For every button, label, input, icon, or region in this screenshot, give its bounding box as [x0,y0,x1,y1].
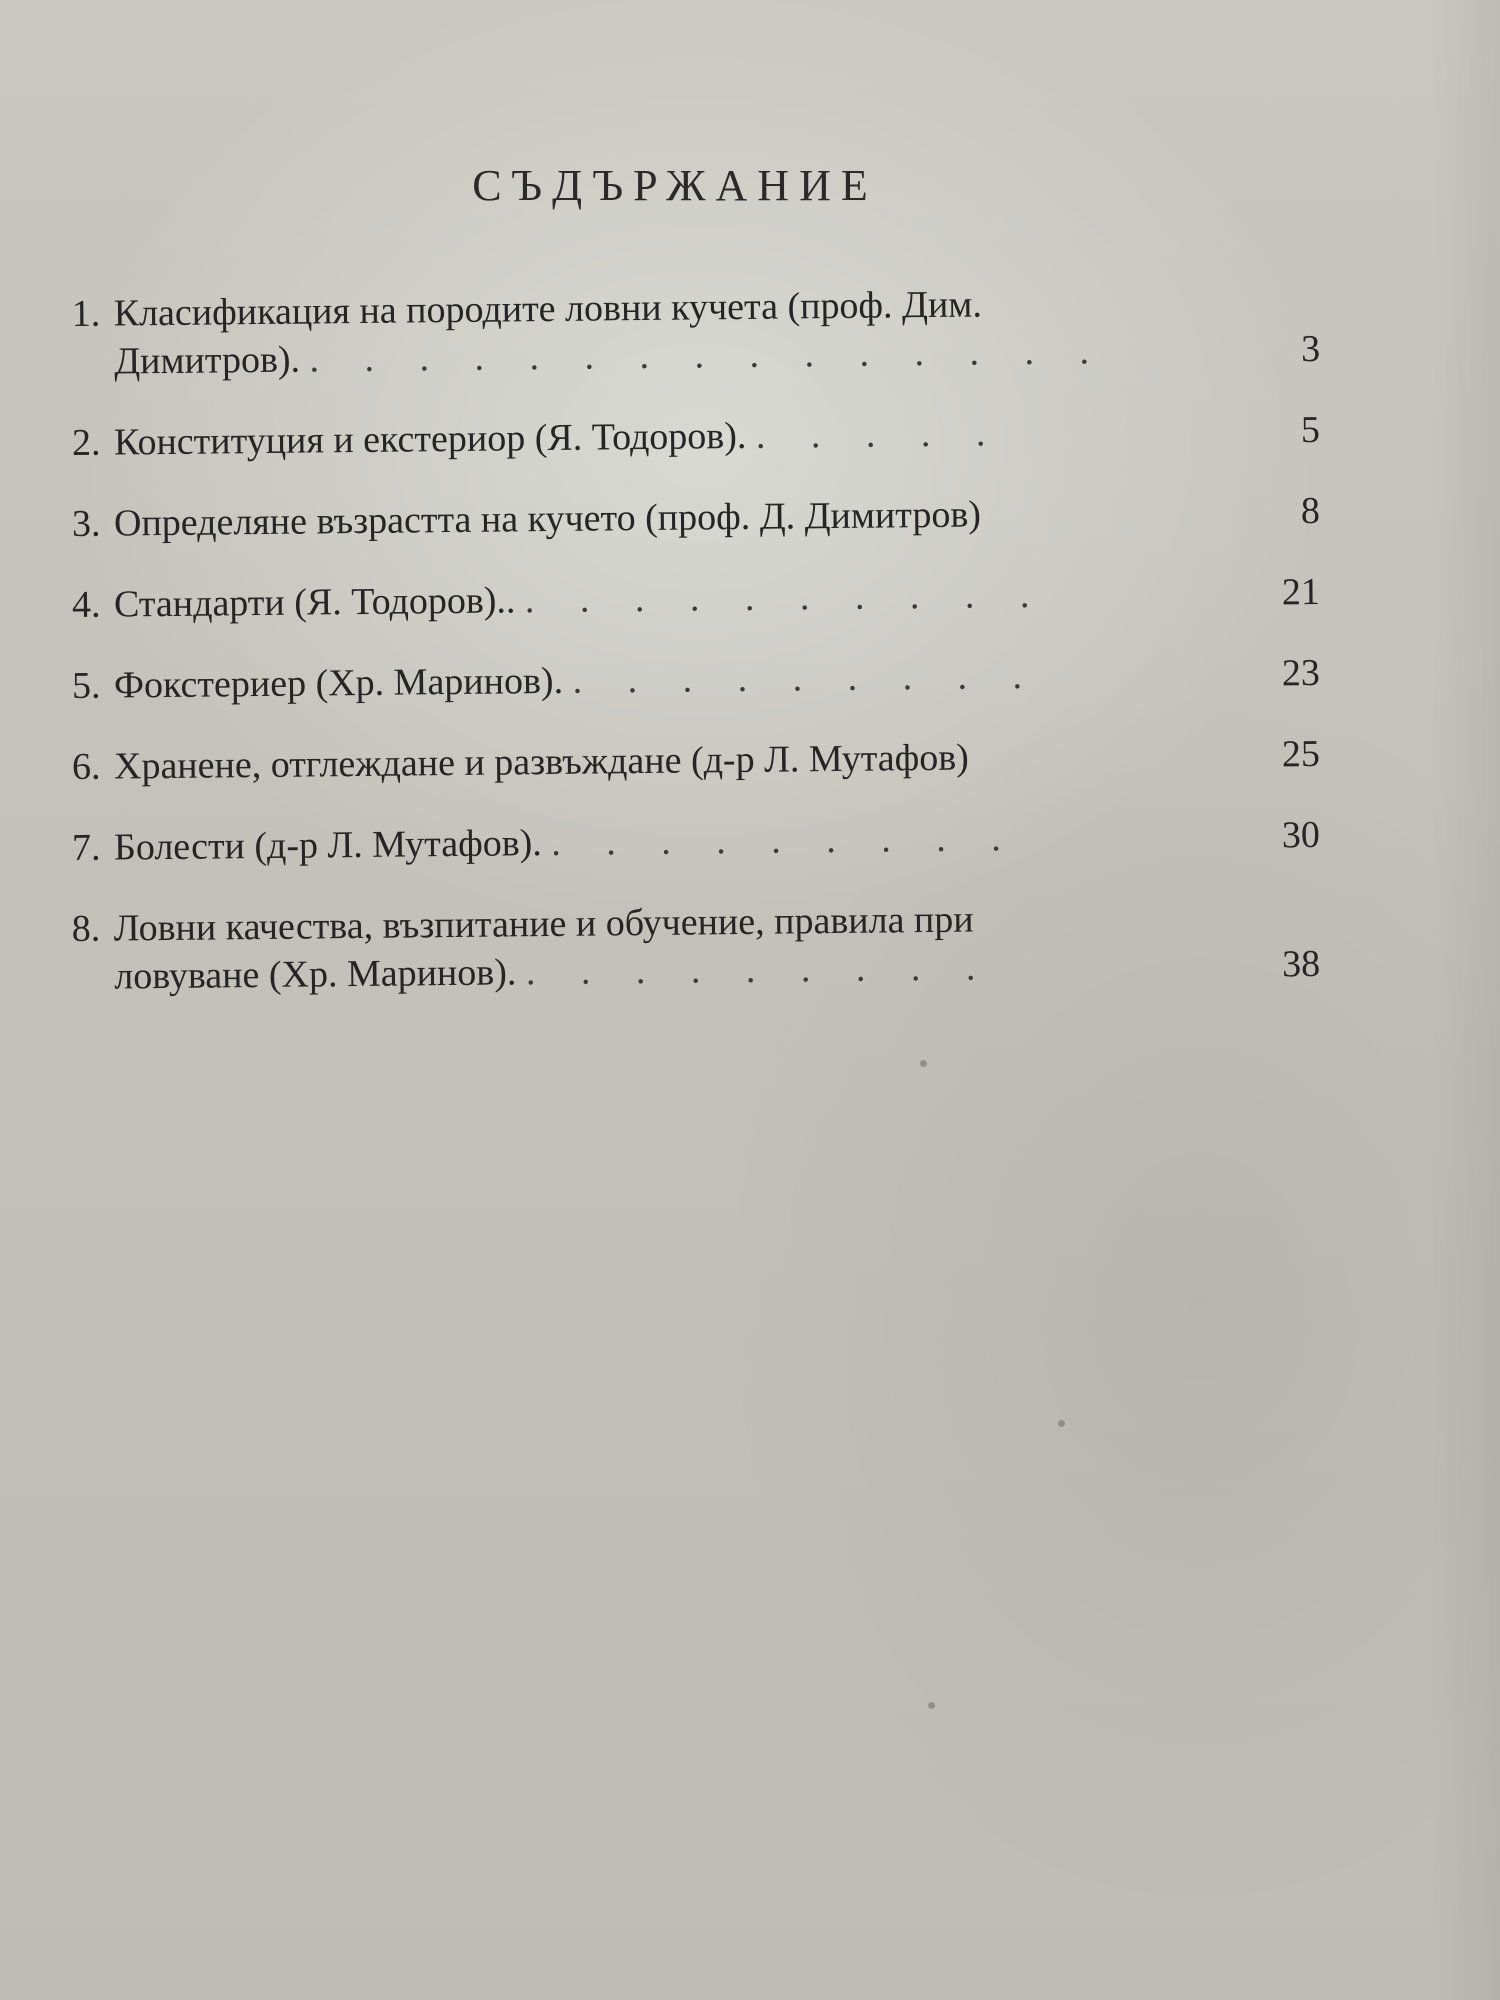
toc-entry [71,277,1332,386]
entry-page-number: 8 [1300,489,1321,533]
entry-title: Фокстериер (Хр. Маринов). [113,659,564,707]
entry-page-number: 30 [1281,813,1321,857]
entry-page-number: 38 [1281,942,1321,986]
entry-title: Класификация на породите ловни кучета (проф. Дим. [113,283,983,335]
dot-leader: . . . . . . . . . [572,654,1041,702]
toc-entry [71,892,1332,1001]
page-title: СЪДЪРЖАНИЕ [472,161,878,210]
dot-leader: . . . . . [755,412,1004,457]
entry-title-line [72,649,1332,710]
entry-number: 4. [71,583,101,626]
entry-title: Ловни качества, възпитание и обучение, правила при [113,898,974,950]
entry-title: Болести (д-р Л. Мутафов). [113,822,543,869]
entry-number: 1. [71,292,101,336]
paper-speck [1058,1420,1065,1427]
entry-title-line [72,487,1332,548]
entry-page-number: 21 [1281,570,1321,614]
entry-title: Стандарти (Я. Тодоров).. [113,579,516,626]
paper-speck [920,1060,927,1067]
dot-leader: . . . . . . . . . [525,946,994,994]
entry-title: Конституция и екстериор (Я. Тодоров). [113,414,747,464]
entry-number: 2. [71,421,101,464]
toc-entry [72,649,1332,710]
entry-page-number: 25 [1281,732,1321,776]
entry-number: 6. [71,745,101,788]
entry-title-line [72,730,1332,791]
entry-page-number: 5 [1300,408,1321,452]
toc-entry [72,487,1332,548]
table-of-contents [71,283,1332,1034]
toc-entry [72,406,1332,467]
entry-number: 5. [71,664,101,707]
entry-title-line [72,568,1332,629]
paper-speck [928,1702,935,1709]
entry-title-line [72,406,1332,467]
dot-leader: . . . . . . . . . . [524,573,1048,622]
entry-number: 7. [71,826,101,869]
entry-title: Определяне възрастта на кучето (проф. Д. Димитров) [113,493,982,545]
toc-entry [72,811,1332,872]
toc-entry [72,568,1332,629]
entry-number: 8. [71,907,101,951]
dot-leader: . . . . . . . . . . . . . . . [309,330,1108,381]
dot-leader: . . . . . . . . . [551,817,1019,864]
entry-page-number: 23 [1281,651,1321,695]
entry-title: Хранене, отглеждане и развъждане (д-р Л. Мутафов) [113,736,970,788]
entry-title-continued: ловуване (Хр. Маринов). [114,951,517,998]
toc-entry [72,730,1332,791]
entry-number: 3. [71,502,101,545]
page-edge-shadow [1430,0,1500,2000]
entry-title-line [72,811,1332,872]
entry-page-number: 3 [1300,327,1321,371]
entry-title-continued: Димитров). [114,338,301,383]
